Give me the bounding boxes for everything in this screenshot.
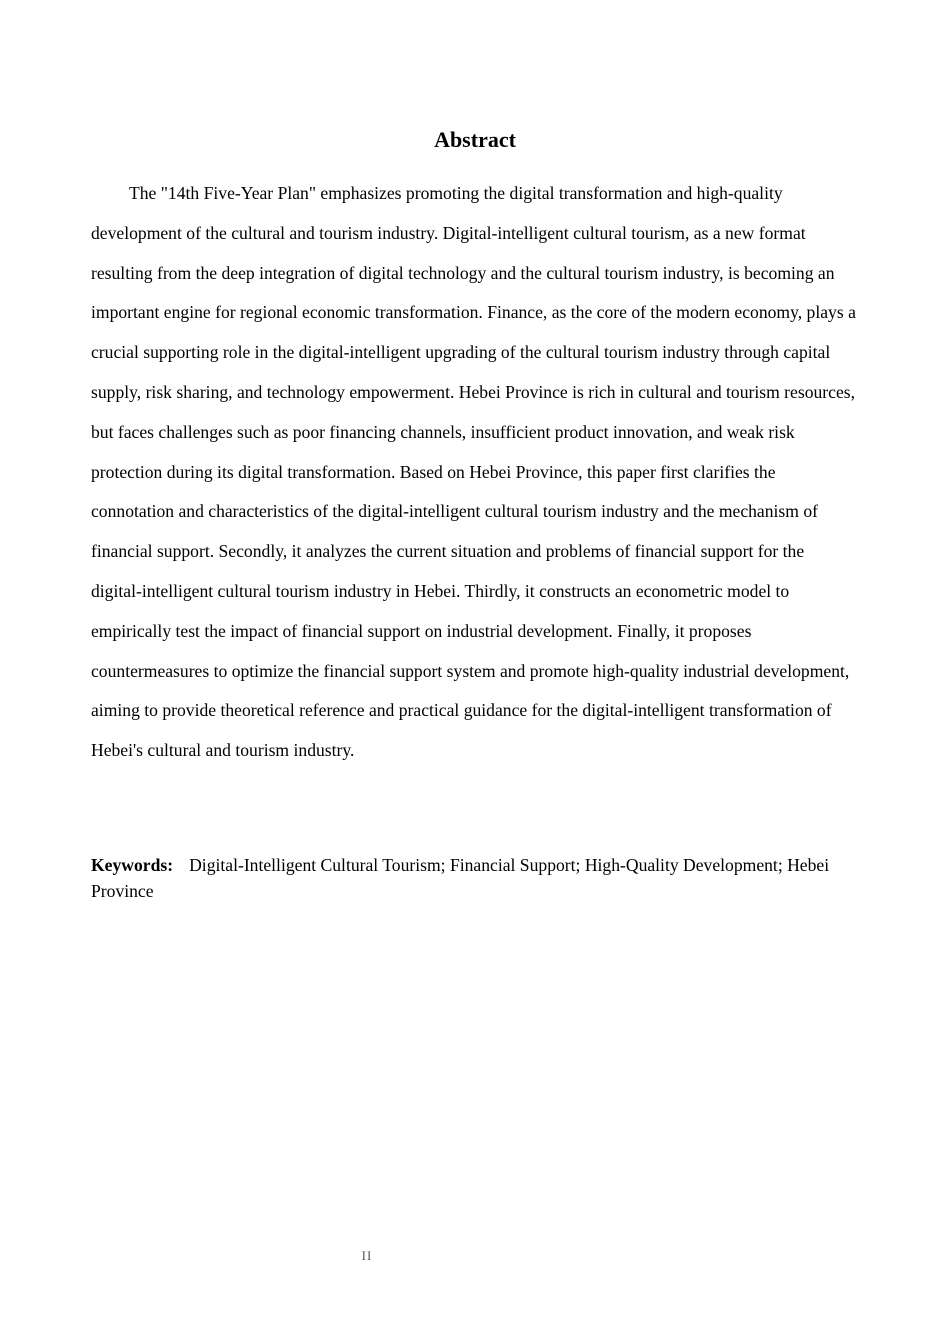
- keywords-line: [91, 852, 859, 904]
- page-title: Abstract: [434, 127, 516, 152]
- abstract-paragraph: The "14th Five-Year Plan" emphasizes promoting the digital transformation and high-quality development of the cultural and tourism industry. Digital-intelligent cultural tourism, as a new format resulting from the deep integration of digital technology and the cultural tourism industry, is becoming an important engine for regional economic transformation. Finance, as the core of the modern economy, plays a crucial supporting role in the digital-intelligent upgrading of the cultural tourism industry through capital supply, risk sharing, and technology empowerment. Hebei Province is rich in cultural and tourism resources, but faces challenges such as poor financing channels, insufficient product innovation, and weak risk protection during its digital transformation. Based on Hebei Province, this paper first clarifies the connotation and characteristics of the digital-intelligent cultural tourism industry and the mechanism of financial support. Secondly, it analyzes the current situation and problems of financial support for the digital-intelligent cultural tourism industry in Hebei. Thirdly, it constructs an econometric model to empirically test the impact of financial support on industrial development. Finally, it proposes countermeasures to optimize the financial support system and promote high-quality industrial development, aiming to provide theoretical reference and practical guidance for the digital-intelligent transformation of Hebei's cultural and tourism industry.: [91, 183, 856, 761]
- keywords-label: Keywords:: [91, 855, 174, 875]
- page-number: II: [361, 1248, 373, 1263]
- keywords-list: Digital-Intelligent Cultural Tourism; Financial Support; High-Quality Development; Hebei Province: [91, 855, 830, 901]
